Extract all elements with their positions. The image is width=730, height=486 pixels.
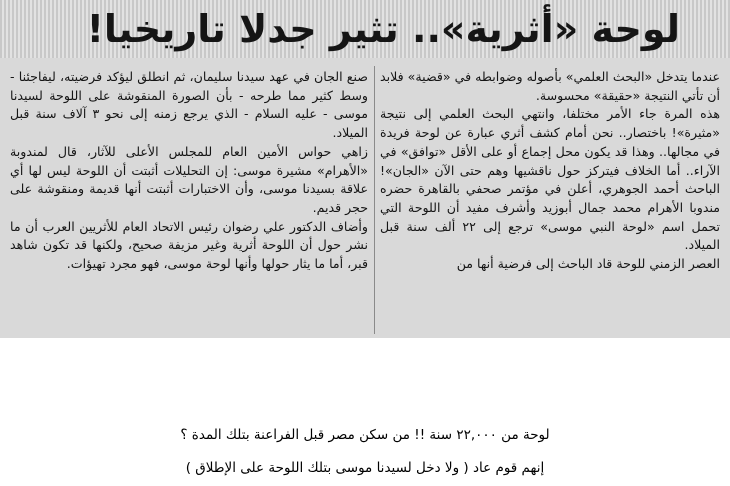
headline: لوحة «أثرية».. تثير جدلا تاريخيا!	[86, 7, 680, 51]
article-paragraph: العصر الزمني للوحة قاد الباحث إلى فرضية أنها من	[456, 256, 720, 272]
article-paragraph: زاهي حواس الأمين العام للمجلس الأعلى للآثار، قال لمندوبة «الأهرام» مشيرة موسى: إن التحليلات أثبتت أن اللوحة ليس لها أي علاقة بسيدنا موسى، وأن الاختبارات أثبتت أنها قديمة ومنقوشة على حجر قديم.	[10, 143, 368, 215]
article-paragraph: صنع الجان في عهد سيدنا سليمان، ثم انطلق ليؤكد فرضيته، ليفاجئنا - وسط كثير مما طرحه - بأن الصورة المنقوشة على اللوحة لسيدنا موسى - عليه السلام - الذي يرجع زمنه إلى نحو ٣ آلاف سنة قبل الميلاد.	[10, 69, 368, 141]
caption-line-1: لوحة من ٢٢,٠٠٠ سنة !! من سكن مصر قبل الفراعنة بتلك المدة ؟	[180, 427, 550, 443]
article-paragraph: هذه المرة جاء الأمر مختلفا، وانتهي البحث العلمي إلى نتيجة «مثيرة»! باختصار.. نحن أمام كشف أثري عبارة عن لوحة فريدة في مجالها.. وهذا قد يكون محل إجماع أو على الأقل «توافق» في الآراء.. أما الخلاف فيتركز حول ناقشيها وهم حتى الآن «الجان»! الباحث أحمد الجوهري، أعلن في مؤتمر صحفي بالقاهرة حضره مندوبا الأهرام محمد جمال أبوزيد وأشرف مفيد أن اللوحة التي تحمل اسم «لوحة النبي موسى» ترجع إلى ٢٢ ألف سنة قبل الميلاد.	[380, 106, 720, 253]
headline-band	[0, 0, 730, 58]
article-paragraph: عندما يتدخل «البحث العلمي» بأصوله وضوابطه في «قضية» فلابد أن تأتي النتيجة «حقيقة» محسوسة.	[380, 69, 720, 103]
column-divider	[374, 66, 375, 334]
article-paragraph: وأضاف الدكتور علي رضوان رئيس الاتحاد العام للأثريين العرب أن ما نشر حول أن اللوحة أثرية وغير مزيفة صحيح، ولكنها قد تكون شاهد قبر، أما ما يثار حولها وأنها لوحة موسى، فهو مجرد تهيؤات.	[10, 218, 368, 272]
caption-line-2: إنهم قوم عاد ( ولا دخل لسيدنا موسى بتلك اللوحة على الإطلاق )	[185, 460, 545, 476]
article-column-left	[10, 68, 368, 274]
article-column-right	[380, 68, 720, 274]
